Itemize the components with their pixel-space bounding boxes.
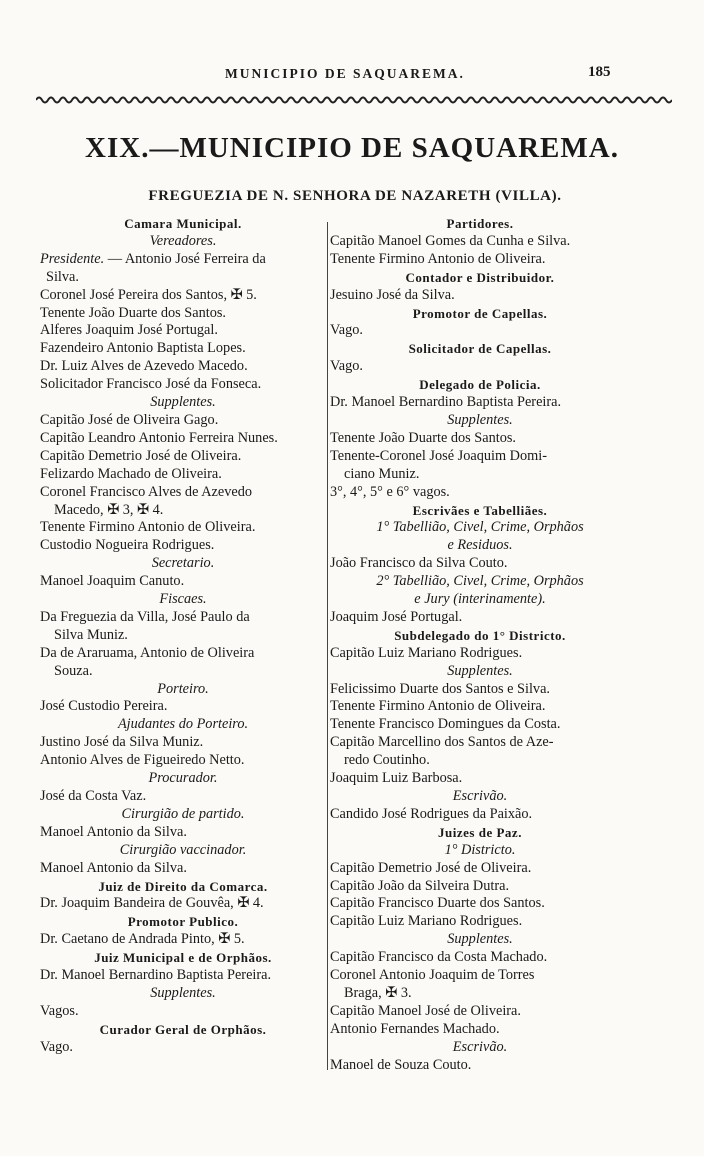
section-heading: Promotor Publico. [127,914,239,930]
entry: Dr. Manoel Bernardino Baptista Pereira. [330,394,562,411]
entry: Dr. Joaquim Bandeira de Gouvêa, ✠ 4. [40,895,264,912]
section-heading: Partidores. [446,216,514,231]
chapter-title: XIX.—MUNICIPIO DE SAQUAREMA. [85,132,619,164]
entry: Antonio Fernandes Machado. [330,1020,500,1037]
entry: Dr. Manoel Bernardino Baptista Pereira. [40,967,272,984]
entry-continuation: Silva Muniz. [54,626,128,643]
entry-continuation: ciano Muniz. [344,465,420,482]
entry: Vago. [330,322,363,339]
entry: Capitão Leandro Antonio Ferreira Nunes. [40,429,278,446]
entry-continuation: Silva. [46,268,79,285]
entry-continuation: Braga, ✠ 3. [344,984,412,1001]
section-heading: Juiz de Direito da Comarca. [98,878,268,894]
subsection-heading: Cirurgião vaccinador. [119,841,247,858]
entry: Capitão Francisco da Costa Machado. [330,949,548,966]
section-heading: Juizes de Paz. [438,824,522,840]
entry: Tenente Francisco Domingues da Costa. [330,716,561,733]
left-column [40,215,326,1057]
right-column [330,215,630,1075]
entry: Vago. [40,1038,73,1055]
entry: Capitão Manoel Gomes da Cunha e Silva. [330,232,571,249]
subsection-heading: Porteiro. [157,680,209,697]
subsection-heading: Escrivão. [452,1038,508,1055]
section-heading: Subdelegado do 1° Districto. [394,627,566,643]
subsection-heading-cont: e Residuos. [447,537,513,554]
entry: Custodio Nogueira Rodrigues. [40,537,215,554]
entry: José da Costa Vaz. [40,788,147,804]
entry: Capitão Demetrio José de Oliveira. [40,447,242,464]
entry: Capitão João da Silveira Dutra. [330,877,510,894]
subsection-heading: Fiscaes. [159,591,207,608]
entry: Da de Araruama, Antonio de Oliveira [40,644,255,661]
subsection-heading: 1° Tabellião, Civel, Crime, Orphãos [376,519,584,536]
entry-continuation: Souza. [54,662,93,679]
entry: Capitão Manoel José de Oliveira. [330,1002,521,1019]
subsection-heading: 2° Tabellião, Civel, Crime, Orphãos [376,573,584,590]
entry: Capitão Francisco Duarte dos Santos. [330,895,545,912]
entry: Vagos. [40,1002,79,1019]
entry: Coronel José Pereira dos Santos, ✠ 5. [40,286,257,303]
subsection-heading: Supplentes. [447,662,513,679]
entry: Solicitador Francisco José da Fonseca. [40,376,262,393]
page-number: 185 [588,64,611,80]
entry-continuation: Macedo, ✠ 3, ✠ 4. [54,501,164,518]
entry: Dr. Luiz Alves de Azevedo Macedo. [40,358,248,375]
subsection-heading: 1° Districto. [444,841,516,858]
entry: Manoel Antonio da Silva. [40,859,187,876]
entry: Capitão Marcellino dos Santos de Aze- [330,734,554,751]
entry: João Francisco da Silva Couto. [330,555,508,572]
entry: Capitão Luiz Mariano Rodrigues. [330,644,523,661]
entry: Coronel Antonio Joaquim de Torres [330,967,535,984]
section-heading: Solicitador de Capellas. [408,341,552,357]
subsection-heading: Cirurgião de partido. [121,805,245,822]
subsection-heading: Supplentes. [447,411,513,428]
entry: Vago. [330,358,363,375]
subsection-heading: Supplentes. [150,984,216,1001]
entry: Dr. Caetano de Andrada Pinto, ✠ 5. [40,931,245,948]
entry: Joaquim Luiz Barbosa. [330,770,463,787]
section-heading: Juiz Municipal e de Orphãos. [94,950,272,966]
entry-president [40,251,326,269]
president-name: — Antonio José Ferreira da [104,250,266,267]
section-heading: Promotor de Capellas. [412,305,548,321]
entry: Felizardo Machado de Oliveira. [40,465,222,482]
entry: Da Freguezia da Villa, José Paulo da [40,608,250,625]
entry: Manoel de Souza Couto. [330,1056,472,1073]
subsection-heading: Vereadores. [149,232,217,249]
entry: Justino José da Silva Muniz. [40,734,204,751]
entry: Manoel Antonio da Silva. [40,823,187,840]
entry-continuation: redo Coutinho. [344,752,430,769]
entry: Candido José Rodrigues da Paixão. [330,805,533,822]
running-title: MUNICIPIO DE SAQUAREMA. [225,66,465,81]
subsection-heading: Secretario. [151,555,215,572]
entry: Manoel Joaquim Canuto. [40,573,185,590]
entry: Felicissimo Duarte dos Santos e Silva. [330,680,550,697]
subsection-heading-cont: e Jury (interinamente). [414,591,546,608]
entry: Tenente-Coronel José Joaquim Domi- [330,447,547,464]
entry: Alferes Joaquim José Portugal. [40,322,218,339]
entry: 3°, 4°, 5° e 6° vagos. [330,483,450,500]
section-heading: Delegado de Policia. [419,377,541,393]
wavy-rule-divider [36,95,672,105]
section-heading: Camara Municipal. [124,216,242,231]
entry: Tenente Firmino Antonio de Oliveira. [40,519,256,536]
entry: Capitão Demetrio José de Oliveira. [330,859,532,876]
entry: Tenente Firmino Antonio de Oliveira. [330,250,546,267]
section-heading: Curador Geral de Orphãos. [99,1021,267,1037]
subsection-heading: Supplentes. [150,394,216,411]
entry: Joaquim José Portugal. [330,608,463,625]
entry: Tenente João Duarte dos Santos. [330,429,517,446]
parish-heading: FREGUEZIA DE N. SENHORA DE NAZARETH (VILLA). [148,188,562,204]
entry: José Custodio Pereira. [40,698,168,715]
entry: Jesuino José da Silva. [330,286,455,303]
subsection-heading: Supplentes. [447,931,513,948]
entry: Tenente João Duarte dos Santos. [40,304,227,321]
entry: Capitão Luiz Mariano Rodrigues. [330,913,523,930]
entry: Antonio Alves de Figueiredo Netto. [40,752,245,769]
president-label: Presidente. [40,250,105,267]
entry: Tenente Firmino Antonio de Oliveira. [330,698,546,715]
entry: Fazendeiro Antonio Baptista Lopes. [40,340,246,357]
subsection-heading: Ajudantes do Porteiro. [117,716,249,733]
subsection-heading: Procurador. [148,770,218,787]
entry: Capitão José de Oliveira Gago. [40,411,219,428]
column-divider [327,222,328,1070]
entry: Coronel Francisco Alves de Azevedo [40,483,253,500]
section-heading: Escrivães e Tabelliães. [412,502,548,518]
section-heading: Contador e Distribuidor. [405,269,555,285]
subsection-heading: Escrivão. [452,788,508,804]
